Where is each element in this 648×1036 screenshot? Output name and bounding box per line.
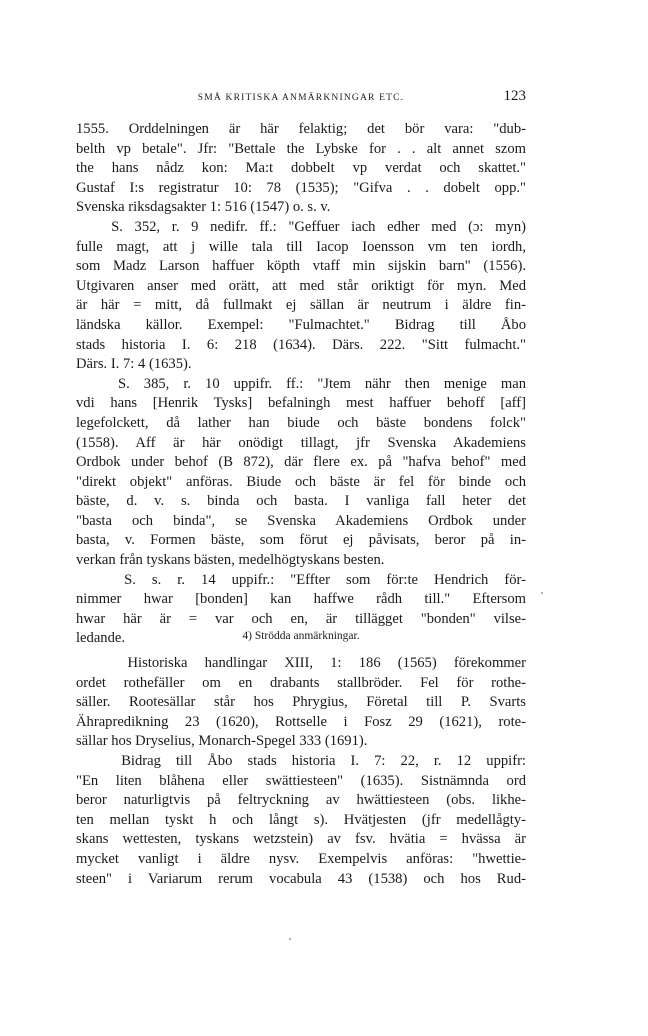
- speck-mark: [541, 592, 543, 594]
- text-line: Bidrag till Åbo stads historia I. 7: 22, r. 12 uppifr:: [76, 752, 526, 769]
- text-line: the hans nådz kon: Ma:t dobbelt vp verdat och skattet.": [76, 160, 526, 177]
- section-heading: 4) Strödda anmärkningar.: [242, 630, 360, 642]
- text-line: skans wettesten, tyskans wetzstein) av fsv. hvätia = hvässa är: [76, 831, 526, 848]
- text-line: (1558). Aff är här onödigt tillagt, jfr Svenska Akademiens: [76, 434, 526, 451]
- text-line: ordet rothefäller om en drabants stallbröder. Fel för rothe-: [76, 674, 526, 691]
- text-line: S. s. r. 14 uppifr.: "Effter som för:te Hendrich för-: [76, 571, 526, 588]
- text-line: belth vp betale". Jfr: "Bettale the Lybske for . . alt annet szom: [76, 140, 526, 157]
- text-line: beror naturligtvis på feltryckning av hwättiesteen (obs. likhe-: [76, 792, 526, 809]
- text-line: bäste, d. v. s. binda och basta. I vanliga fall heter det: [76, 493, 526, 510]
- text-line: är här = mitt, då fullmakt ej sällan är neutrum i äldre fin-: [76, 297, 526, 314]
- text-line: steen" i Variarum rerum vocabula 43 (1538) och hos Rud-: [76, 870, 526, 887]
- text-line: fulle magt, att j wille tala till Iacop Ioensson vm ten iordh,: [76, 238, 526, 255]
- text-line: som Madz Larson haffuer köpth vtaff min sijskin barn" (1556).: [76, 258, 526, 275]
- text-line: ledande.: [76, 630, 126, 647]
- text-line: 1555. Orddelningen är här felaktig; det bör vara: "dub-: [76, 121, 526, 137]
- text-line: Historiska handlingar XIII, 1: 186 (1565) förekommer: [76, 655, 526, 671]
- text-line: ländska källor. Exempel: "Fulmachtet." Bidrag till Åbo: [76, 316, 526, 333]
- text-line: mycket vanligt i äldre nysv. Exempelvis anföras: "hwettie-: [76, 850, 526, 867]
- text-line: ten mellan tyskt h och långt s). Hvätjesten (jfr medellågty-: [76, 811, 526, 828]
- text-line: Gustaf I:s registratur 10: 78 (1535); "Gifva . . dobelt opp.": [76, 179, 526, 196]
- text-line: Därs. I. 7: 4 (1635).: [76, 356, 192, 373]
- page-header: [76, 88, 526, 108]
- text-line: basta, v. Formen bäste, som förut ej påvisats, beror på in-: [76, 532, 526, 549]
- section-2-text: [76, 654, 526, 889]
- text-line: vdi hans [Henrik Tysks] befalningh mest haffuer behoff [aff]: [76, 395, 526, 412]
- text-line: legefolckett, då lather han biude och bäste bondens folck": [76, 414, 526, 431]
- text-line: "basta och binda", se Svenska Akademiens Ordbok under: [76, 512, 526, 529]
- text-line: S. 385, r. 10 uppifr. ff.: "Jtem nähr then menige man: [76, 375, 526, 392]
- text-line: S. 352, r. 9 nedifr. ff.: "Geffuer iach edher med (ɔ: myn): [76, 218, 526, 235]
- text-line: nimmer hwar [bonden] kan haffwe rådh till." Eftersom: [76, 591, 526, 608]
- text-line: Svenska riksdagsakter 1: 516 (1547) o. s. v.: [76, 199, 331, 216]
- text-line: stads historia I. 6: 218 (1634). Därs. 222. "Sitt fulmacht.": [76, 336, 526, 353]
- text-line: "direkt objekt" anföras. Biude och bäste är fel för binde och: [76, 473, 526, 490]
- text-line: säller. Rootesällar står hos Phrygius, Företal till P. Svarts: [76, 694, 526, 711]
- text-line: sällar hos Dryselius, Monarch-Spegel 333 (1691).: [76, 733, 368, 750]
- text-line: hwar här är = var och en, är tillägget "bonden" vilse-: [76, 610, 526, 627]
- text-line: "En liten blåhena eller swättiesteen" (1635). Sistnämnda ord: [76, 772, 526, 789]
- page-number: 123: [503, 88, 526, 104]
- text-line: Ordbok under behof (B 872), där flere ex. på "hafva behof" med: [76, 454, 526, 471]
- speck-mark: [289, 938, 291, 940]
- running-head: SMÅ KRITISKA ANMÄRKNINGAR ETC.: [197, 93, 405, 103]
- text-line: verkan från tyskans bästen, medelhögtyskans besten.: [76, 552, 385, 569]
- section-1-text: [76, 120, 526, 649]
- text-line: Utgivaren anser med orätt, att med står oriktigt för myn. Med: [76, 277, 526, 294]
- text-line: Ährapredikning 23 (1620), Rottselle i Fosz 29 (1621), rote-: [76, 713, 526, 730]
